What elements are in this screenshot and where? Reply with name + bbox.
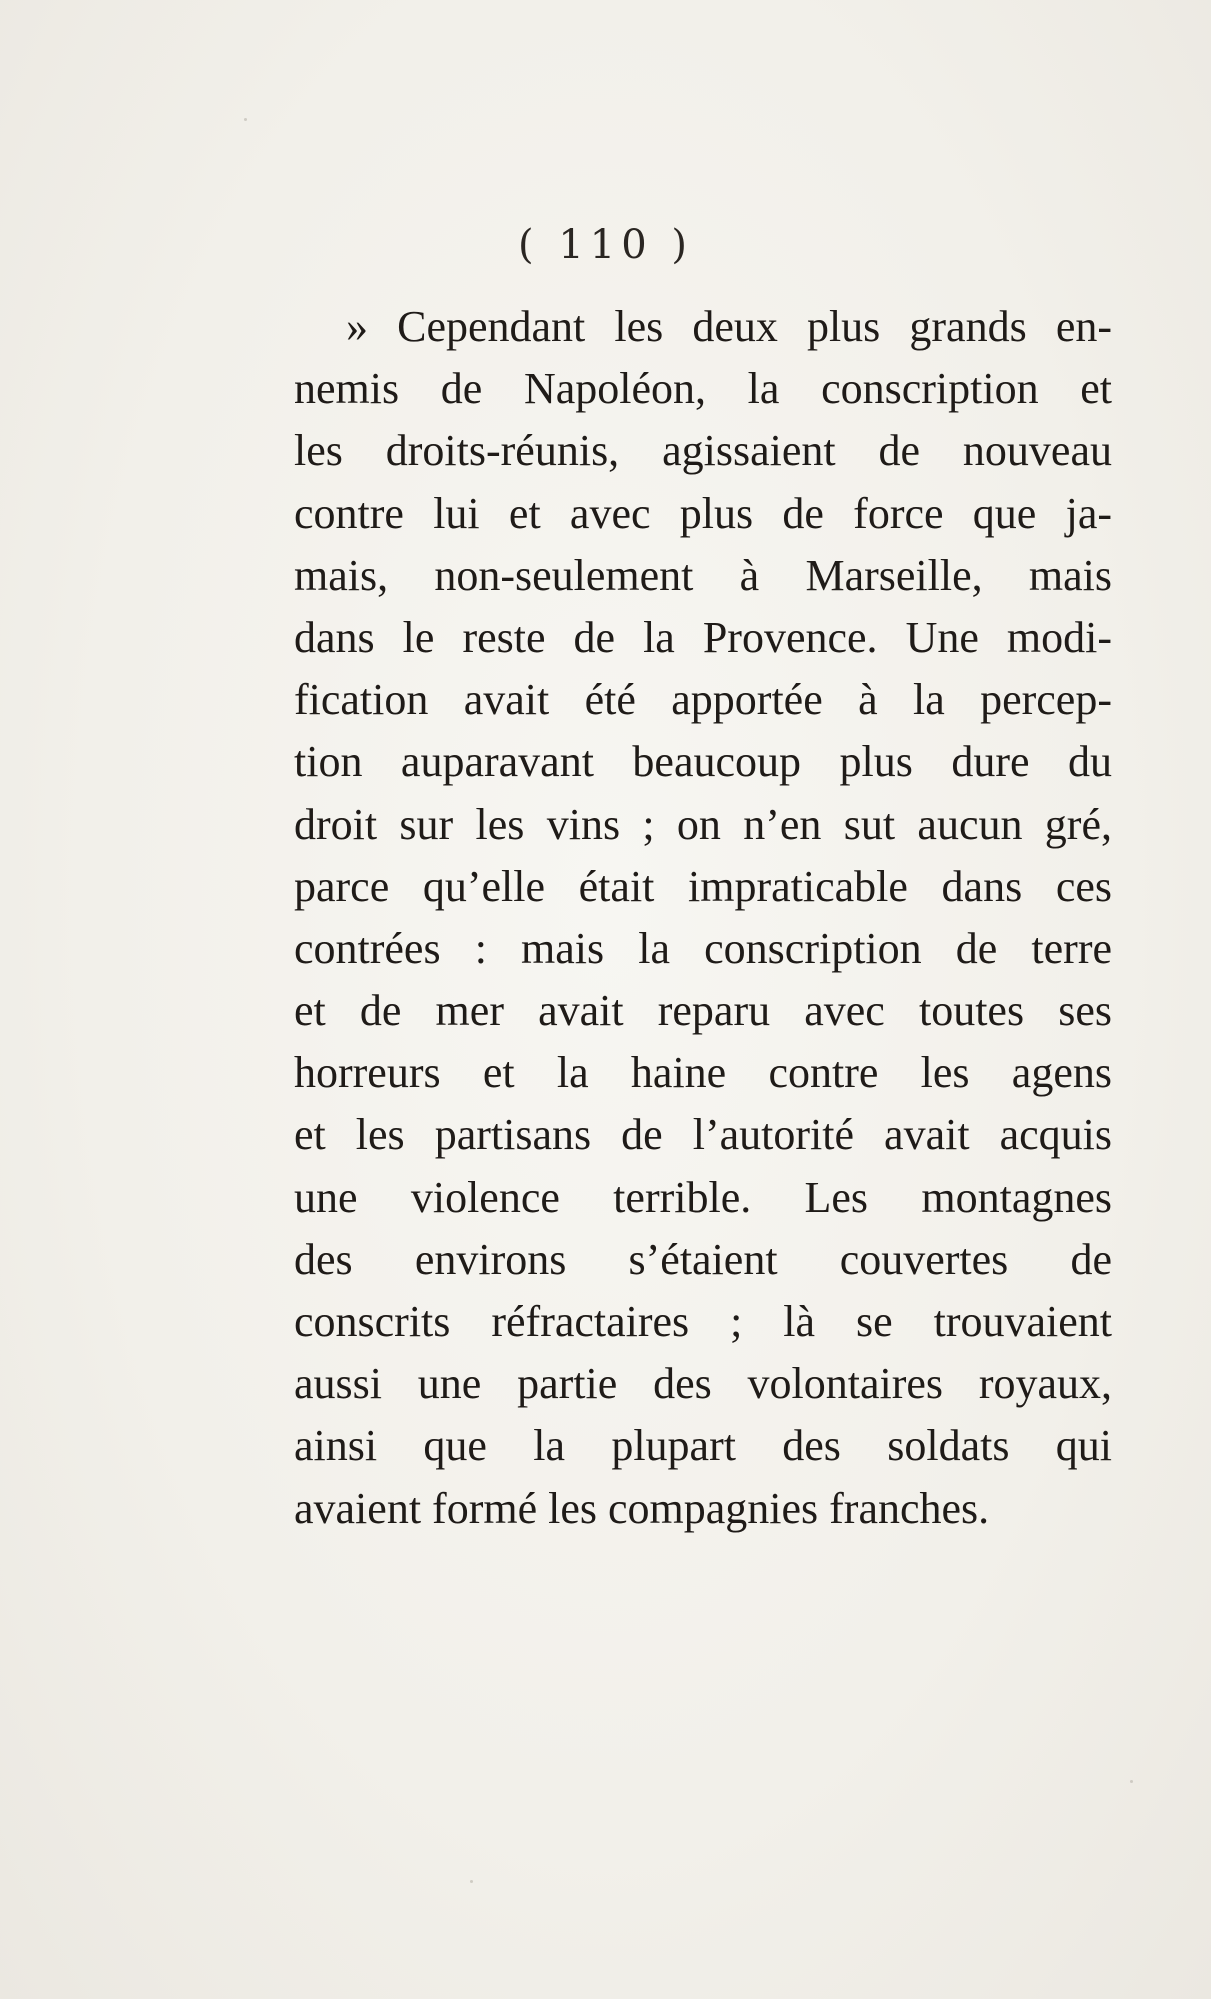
paper-speck [1130, 1780, 1133, 1783]
paper-speck [244, 118, 247, 121]
text-line: les droits-réunis, agissaient de nouveau [294, 426, 1112, 476]
text-line: contre lui et avec plus de force que ja- [294, 488, 1112, 538]
body-text [294, 296, 1112, 1540]
text-line: contrées : mais la conscription de terre [294, 923, 1112, 973]
paper-speck [470, 1880, 473, 1883]
text-line: dans le reste de la Provence. Une modi- [294, 612, 1112, 662]
text-line: » Cependant les deux plus grands en- [346, 302, 1112, 351]
text-line: des environs s’étaient couvertes de [294, 1234, 1112, 1284]
page-number: ( 110 ) [518, 222, 693, 268]
text-line: mais, non-seulement à Marseille, mais [294, 550, 1112, 600]
text-line: aussi une partie des volontaires royaux, [294, 1359, 1112, 1409]
text-line: et les partisans de l’autorité avait acquis [294, 1110, 1112, 1160]
text-line: droit sur les vins ; on n’en sut aucun gré, [294, 799, 1112, 849]
text-line: et de mer avait reparu avec toutes ses [294, 986, 1112, 1036]
text-line: fication avait été apportée à la percep- [294, 675, 1112, 725]
text-line: conscrits réfractaires ; là se trouvaient [294, 1297, 1112, 1346]
text-line: tion auparavant beaucoup plus dure du [294, 737, 1112, 787]
text-line: une violence terrible. Les montagnes [294, 1172, 1112, 1222]
text-line: avaient formé les compagnies franches. [294, 1483, 990, 1533]
text-line: horreurs et la haine contre les agens [294, 1048, 1112, 1098]
text-line: nemis de Napoléon, la conscription et [294, 364, 1112, 414]
text-line: parce qu’elle était impraticable dans ces [294, 861, 1112, 911]
text-line: ainsi que la plupart des soldats qui [294, 1421, 1112, 1471]
